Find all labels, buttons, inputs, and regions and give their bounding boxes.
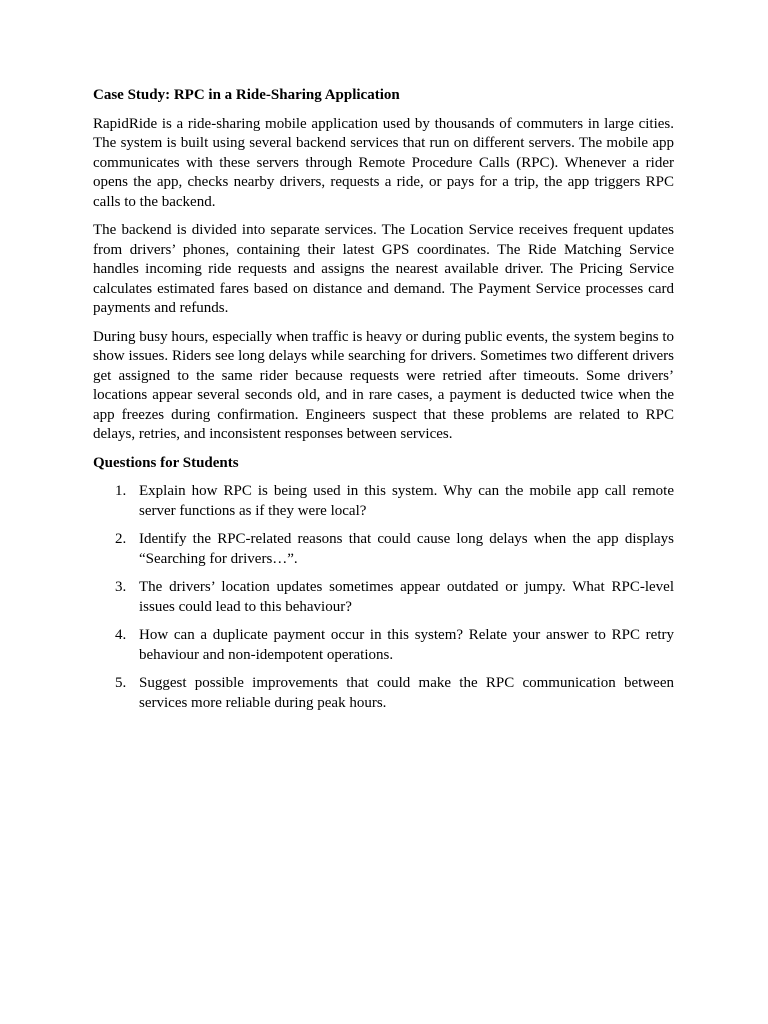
question-text: The drivers’ location updates sometimes appear outdated or jumpy. What RPC-level issues could lead to this behaviour? bbox=[139, 579, 674, 615]
paragraph-services: The backend is divided into separate services. The Location Service receives frequent updates from drivers’ phones, containing their latest GPS coordinates. The Ride Matching Service handles incoming ride requests and assigns the nearest available driver. The Pricing Service calculates estimated fares based on distance and demand. The Payment Service processes card payments and refunds. bbox=[93, 222, 674, 316]
question-number: 2. bbox=[115, 531, 127, 547]
document-page bbox=[93, 86, 674, 722]
question-text: Explain how RPC is being used in this system. Why can the mobile app call remote server functions as if they were local? bbox=[139, 483, 674, 519]
questions-heading: Questions for Students bbox=[93, 454, 239, 471]
question-text: How can a duplicate payment occur in this system? Relate your answer to RPC retry behaviour and non-idempotent operations. bbox=[139, 627, 674, 663]
question-item bbox=[93, 482, 674, 521]
question-item bbox=[93, 578, 674, 617]
question-text: Identify the RPC-related reasons that could cause long delays when the app displays “Searching for drivers…”. bbox=[139, 531, 674, 567]
question-number: 3. bbox=[115, 579, 127, 595]
question-number: 5. bbox=[115, 675, 127, 691]
question-item bbox=[93, 674, 674, 713]
question-item bbox=[93, 626, 674, 665]
paragraph-intro: RapidRide is a ride-sharing mobile application used by thousands of commuters in large cities. The system is built using several backend services that run on different servers. The mobile app communicates with these servers through Remote Procedure Calls (RPC). Whenever a rider opens the app, checks nearby drivers, requests a ride, or pays for a trip, the app triggers RPC calls to the backend. bbox=[93, 115, 674, 210]
question-text: Suggest possible improvements that could make the RPC communication between services more reliable during peak hours. bbox=[139, 675, 674, 711]
questions-list bbox=[93, 482, 674, 713]
paragraph-issues: During busy hours, especially when traffic is heavy or during public events, the system begins to show issues. Riders see long delays while searching for drivers. Sometimes two different drivers get assigned to the same rider because requests were retried after timeouts. Some drivers’ locations appear several seconds old, and in rare cases, a payment is deducted twice when the app freezes during confirmation. Engineers suspect that these problems are related to RPC delays, retries, and inconsistent responses between services. bbox=[93, 328, 674, 442]
question-number: 4. bbox=[115, 627, 127, 643]
question-number: 1. bbox=[115, 483, 127, 499]
document-title: Case Study: RPC in a Ride-Sharing Application bbox=[93, 87, 400, 103]
question-item bbox=[93, 530, 674, 569]
